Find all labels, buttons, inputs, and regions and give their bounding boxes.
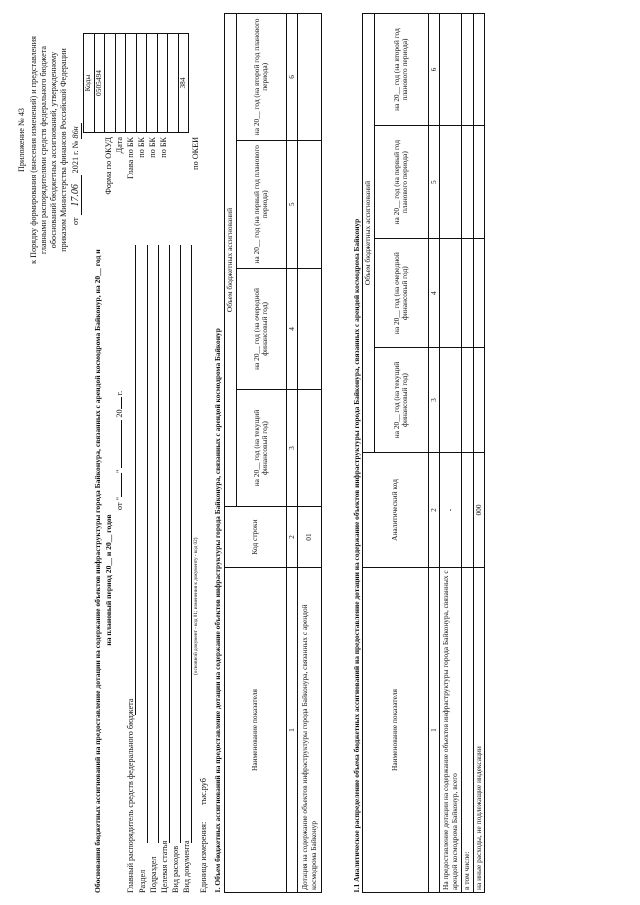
- label-glava: Глава по БК: [126, 137, 135, 179]
- appendix-date-number: 86н: [71, 123, 82, 139]
- s1-group-header: Объем бюджетных ассигнований: [225, 14, 237, 507]
- appendix-line-3: главными распорядителями средств федерального бюджета: [39, 45, 48, 255]
- document-title-line-2: на плановый период 20__ и 20__ годов: [104, 514, 113, 646]
- s11-row-incl-cell-6: [462, 14, 474, 126]
- s11-row-incl-cell-3: [462, 347, 474, 452]
- field-razdel: Раздел: [138, 869, 147, 893]
- unit-label: Единица измерения:: [199, 821, 208, 893]
- s11-row-total-label: На предоставление дотации на содержание объектов инфраструктуры города Байконура, связанных с арендой космодрома Байконур, всего: [440, 568, 462, 893]
- code-date: [105, 34, 116, 133]
- s11-row-other-label: на иные расходы, не подлежащие индексации: [473, 568, 485, 893]
- s11-num-4: 4: [428, 239, 440, 348]
- s11-period-2: на 20__ год (на очередной финансовый год): [374, 239, 428, 348]
- s11-row-incl-cell-5: [462, 126, 474, 239]
- codes-header: Коды: [84, 34, 95, 133]
- s11-col-code: Аналитический код: [363, 453, 429, 568]
- code-glava: [115, 34, 126, 133]
- s1-num-3: 3: [286, 390, 298, 507]
- s1-num-1: 1: [286, 568, 298, 893]
- label-okei: по ОКЕИ: [191, 137, 200, 170]
- s1-cell-6: [298, 14, 322, 141]
- section1-table: [224, 13, 322, 893]
- code-vr: [157, 34, 168, 133]
- section1-title: 1. Объем бюджетных ассигнований на предоставление дотации на содержание объектов инфраструктуры города Байконура, связанных с арендой космодрома Байконур: [213, 328, 222, 893]
- code-podrazdel: [136, 34, 147, 133]
- field-vr: Вид расходов: [171, 845, 180, 893]
- s1-cell-3: [298, 390, 322, 507]
- appendix-number: Приложение № 43: [17, 107, 26, 173]
- s11-row-total-cell-5: [440, 126, 462, 239]
- s1-period-4: на 20__ год (на второй год планового периода): [236, 14, 286, 141]
- label-podrazdel: по БК: [148, 137, 157, 158]
- codes-table: [83, 33, 189, 133]
- appendix-line-2: к Порядку формирования (внесения изменений) и представления: [29, 36, 38, 264]
- s1-col-code: Код строки: [225, 507, 287, 568]
- s11-row-total-cell-4: [440, 239, 462, 348]
- s11-row-total-cell-3: [440, 347, 462, 452]
- field-cs: Целевая статья: [160, 840, 169, 893]
- s11-num-5: 5: [428, 126, 440, 239]
- code-cs: [147, 34, 158, 133]
- s1-num-6: 6: [286, 14, 298, 141]
- s11-num-6: 6: [428, 14, 440, 126]
- s11-col-name: Наименование показателя: [363, 568, 429, 893]
- s11-row-other-code: 000: [473, 453, 485, 568]
- s11-row-incl-code: [462, 453, 474, 568]
- s11-row-other-cell-6: [473, 14, 485, 126]
- appendix-line-5: приказом Министерства финансов Российской Федерации: [59, 48, 68, 252]
- s1-col-name: Наименование показателя: [225, 568, 287, 893]
- s1-period-1: на 20__ год (на текущий финансовый год): [236, 390, 286, 507]
- doc-hint: (основной документ - код 01; изменения к документу - код 02): [193, 537, 199, 675]
- s1-period-2: на 20__ год (на очередной финансовый год): [236, 268, 286, 389]
- s1-num-4: 4: [286, 268, 298, 389]
- field-podrazdel: Подраздел: [149, 856, 158, 893]
- code-razdel: [126, 34, 137, 133]
- s11-period-1: на 20__ год (на текущий финансовый год): [374, 347, 428, 452]
- s1-num-2: 2: [286, 507, 298, 568]
- s11-row-total-cell-6: [440, 14, 462, 126]
- code-okei: 384: [178, 34, 189, 133]
- s11-row-other-cell-5: [473, 126, 485, 239]
- unit-value: тыс.руб: [199, 778, 208, 805]
- s11-row-total-code: -: [440, 453, 462, 568]
- label-date: Дата: [115, 137, 124, 154]
- label-razdel: по БК: [137, 137, 146, 158]
- section11-table: [362, 13, 485, 893]
- field-grbs: Главный распорядитель средств федерального бюджета: [126, 698, 135, 893]
- appendix-date-line: от 17.06 2021 г. № 86н: [71, 123, 82, 225]
- code-doc: [168, 34, 179, 133]
- s1-row-label: Дотация на содержание объектов инфраструктуры города Байконура, связанных с арендой космодрома Байконур: [298, 568, 322, 893]
- field-doc: Вид документа: [182, 840, 191, 893]
- s11-num-2: 2: [428, 453, 440, 568]
- appendix-date-day: 17.06: [71, 175, 82, 215]
- s1-num-5: 5: [286, 140, 298, 268]
- s1-period-3: на 20__ год (на первый год планового периода): [236, 140, 286, 268]
- s11-num-3: 3: [428, 347, 440, 452]
- s11-num-1: 1: [428, 568, 440, 893]
- s11-row-incl-label: в том числе:: [462, 568, 474, 893]
- s1-cell-5: [298, 140, 322, 268]
- s11-period-3: на 20__ год (на первый год планового периода): [374, 126, 428, 239]
- document-title-line-1: Обоснования бюджетных ассигнований на предоставление дотации на содержание объектов инфраструктуры города Байконура, связанных с арендой космодрома Байконур, на 20__ год и: [93, 249, 102, 893]
- s11-row-other-cell-4: [473, 239, 485, 348]
- s1-cell-4: [298, 268, 322, 389]
- code-okud: 0505494: [94, 34, 105, 133]
- from-date-line: от "" 20 г.: [115, 390, 124, 510]
- appendix-line-4: обоснований бюджетных ассигнований, утвержденному: [49, 51, 58, 249]
- s11-row-other-cell-3: [473, 347, 485, 452]
- label-cs: по БК: [159, 137, 168, 158]
- s11-group-header: Объем бюджетных ассигнований: [363, 14, 375, 453]
- section11-title: 1.1 Аналитическое распределение объема бюджетных ассигнований на предоставление дотации на содержание объектов инфраструктуры города Байконура, связанных с арендой космодрома Байконур: [352, 218, 361, 893]
- label-okud: Форма по ОКУД: [104, 137, 113, 195]
- s11-period-4: на 20__ год (на второй год планового периода): [374, 14, 428, 126]
- s11-row-incl-cell-4: [462, 239, 474, 348]
- s1-row-code: 01: [298, 507, 322, 568]
